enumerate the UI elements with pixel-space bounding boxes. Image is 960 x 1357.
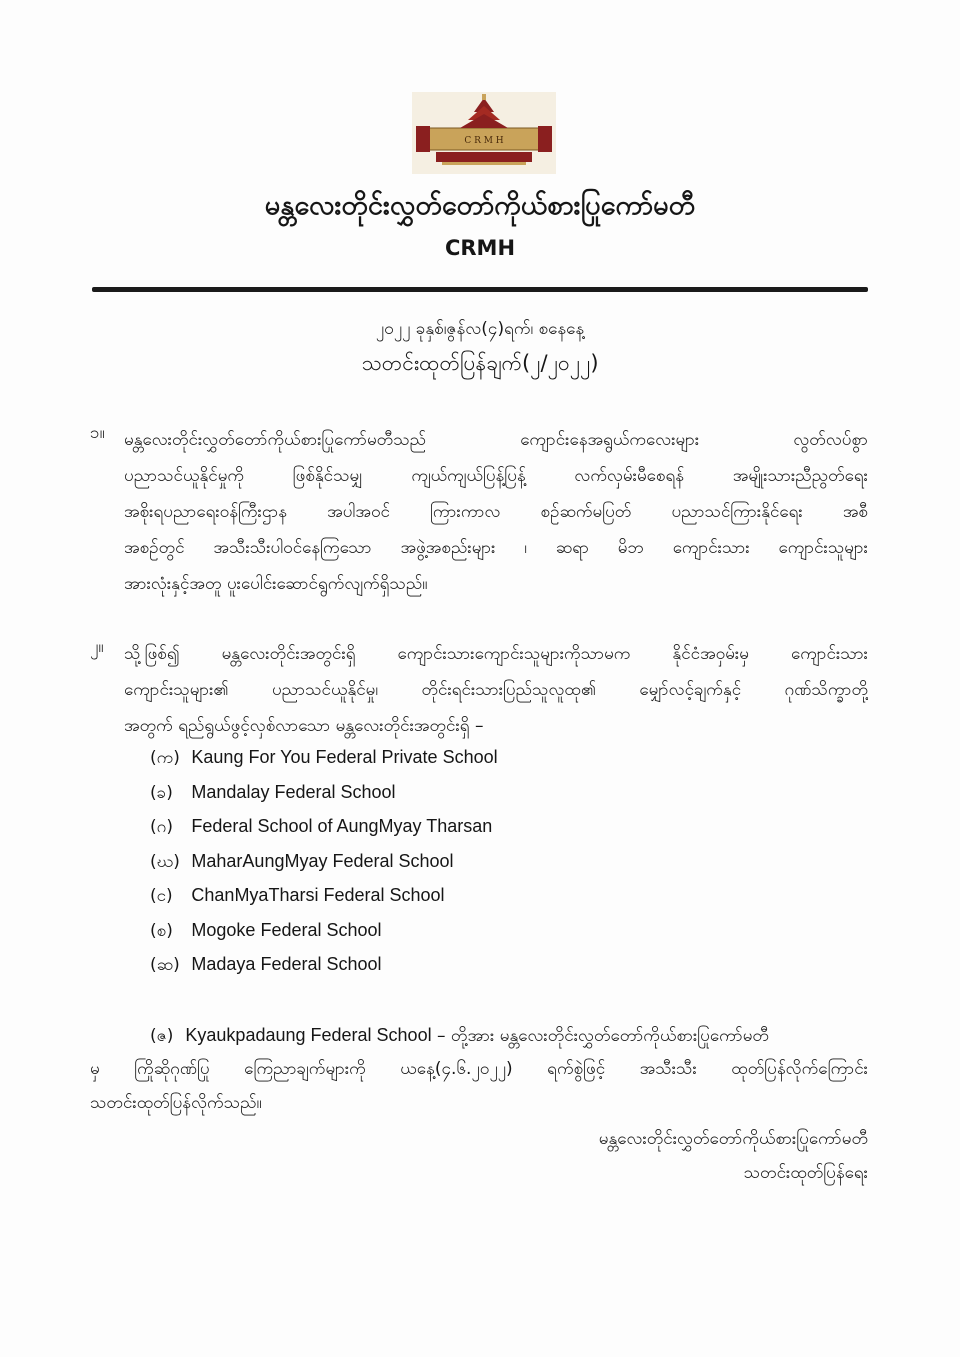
list-item bbox=[150, 844, 498, 879]
paragraph-number: ၁။ bbox=[90, 423, 105, 443]
paragraph-1 bbox=[90, 422, 868, 602]
school-name: MaharAungMyay Federal School bbox=[191, 850, 454, 871]
paragraph-line: သို့ဖြစ်၍ မန္တလေးတိုင်းအတွင်းရှိ ကျောင်းသားကျောင်းသူများကိုသာမက နိုင်ငံအဝှမ်းမှ ကျောင်းသား bbox=[124, 644, 868, 664]
paragraph-line: မန္တလေးတိုင်းလွှတ်တော်ကိုယ်စားပြုကော်မတီသည် ကျောင်းနေအရွယ်ကလေးများ လွတ်လပ်စွာ bbox=[124, 430, 868, 450]
list-item bbox=[150, 775, 498, 810]
list-marker: (ဇ) bbox=[150, 1026, 174, 1046]
signature-block bbox=[599, 1122, 868, 1190]
paragraph-2 bbox=[90, 636, 868, 744]
school-name: Federal School of AungMyay Tharsan bbox=[191, 816, 493, 836]
list-marker: (စ) bbox=[150, 920, 173, 941]
list-marker: (ခ) bbox=[150, 782, 173, 803]
signature-organization: မန္တလေးတိုင်းလွှတ်တော်ကိုယ်စားပြုကော်မတီ bbox=[598, 1129, 868, 1149]
organization-title: မန္တလေးတိုင်းလွှတ်တော်ကိုယ်စားပြုကော်မတီ bbox=[264, 190, 696, 221]
closing-line: မှ ကြိုဆိုဂုဏ်ပြု ကြေညာချက်များကို ယနေ့(၄.၆.၂၀၂၂) ရက်စွဲဖြင့် အသီးသီး ထုတ်ပြန်လိုက်ကြောင်း bbox=[90, 1059, 868, 1079]
announcement-number: သတင်းထုတ်ပြန်ချက်(၂/၂၀၂၂) bbox=[361, 351, 599, 375]
list-item bbox=[150, 809, 498, 844]
list-item bbox=[150, 947, 498, 982]
list-item bbox=[150, 913, 498, 948]
school-name: Mandalay Federal School bbox=[191, 781, 396, 802]
paragraph-line: အစဉ်တွင် အသီးသီးပါဝင်နေကြသော အဖွဲ့အစည်းများ ၊ ဆရာ မိဘ ကျောင်းသား ကျောင်းသူများ bbox=[124, 538, 868, 558]
header-divider bbox=[92, 287, 868, 292]
logo-text: C R M H bbox=[464, 136, 504, 146]
closing-line: သတင်းထုတ်ပြန်လိုက်သည်။ bbox=[90, 1093, 262, 1113]
school-name: Kaung For You Federal Private School bbox=[191, 747, 498, 767]
list-marker: (ဃ) bbox=[150, 851, 180, 872]
paragraph-line: အစိုးရပညာရေးဝန်ကြီးဌာန အပါအဝင် ကြားကာလ စဉ်ဆက်မပြတ် ပညာသင်ကြားနိုင်ရေး အစီ bbox=[124, 502, 868, 522]
list-item bbox=[150, 740, 498, 775]
crmh-logo bbox=[412, 92, 556, 174]
closing-text: – တို့အား မန္တလေးတိုင်းလွှတ်တော်ကိုယ်စားပြုကော်မတီ bbox=[431, 1026, 769, 1046]
list-item bbox=[150, 878, 498, 913]
paragraph-line: အတွက် ရည်ရွယ်ဖွင့်လှစ်လာသော မန္တလေးတိုင်းအတွင်းရှိ – bbox=[124, 716, 484, 736]
signature-department: သတင်းထုတ်ပြန်ရေး bbox=[743, 1163, 868, 1183]
paragraph-line: အားလုံးနှင့်အတူ ပူးပေါင်းဆောင်ရွက်လျက်ရှိသည်။ bbox=[124, 574, 428, 594]
school-name: Kyaukpadaung Federal School bbox=[185, 1025, 432, 1045]
list-marker: (က) bbox=[150, 748, 180, 768]
closing-paragraph bbox=[90, 1018, 868, 1120]
paragraph-line: ပညာသင်ယူနိုင်မှုကို ဖြစ်နိုင်သမျှ ကျယ်ကျယ်ပြန့်ပြန့် လက်လှမ်းမီစေရန် အမျိုးသားညီညွတ်ရေး bbox=[124, 466, 868, 486]
announcement-date: ၂၀၂၂ ခုနှစ်၊ဇွန်လ(၄)ရက်၊ စနေနေ့ bbox=[375, 319, 585, 339]
school-list bbox=[150, 740, 498, 982]
paragraph-number: ၂။ bbox=[90, 637, 104, 657]
list-marker: (င) bbox=[150, 886, 173, 906]
list-marker: (ဆ) bbox=[150, 955, 180, 975]
school-name: Madaya Federal School bbox=[191, 954, 382, 974]
school-name: ChanMyaTharsi Federal School bbox=[191, 885, 445, 905]
organization-abbreviation: CRMH bbox=[444, 236, 516, 260]
paragraph-line: ကျောင်းသူများ၏ ပညာသင်ယူနိုင်မှု၊ တိုင်းရင်းသားပြည်သူလူထု၏ မျှော်လင့်ချက်နှင့် ဂုဏ်သိက္ခာတို့ bbox=[124, 680, 868, 700]
school-name: Mogoke Federal School bbox=[191, 919, 382, 940]
closing-line bbox=[90, 1018, 868, 1052]
list-marker: (ဂ) bbox=[150, 817, 173, 837]
